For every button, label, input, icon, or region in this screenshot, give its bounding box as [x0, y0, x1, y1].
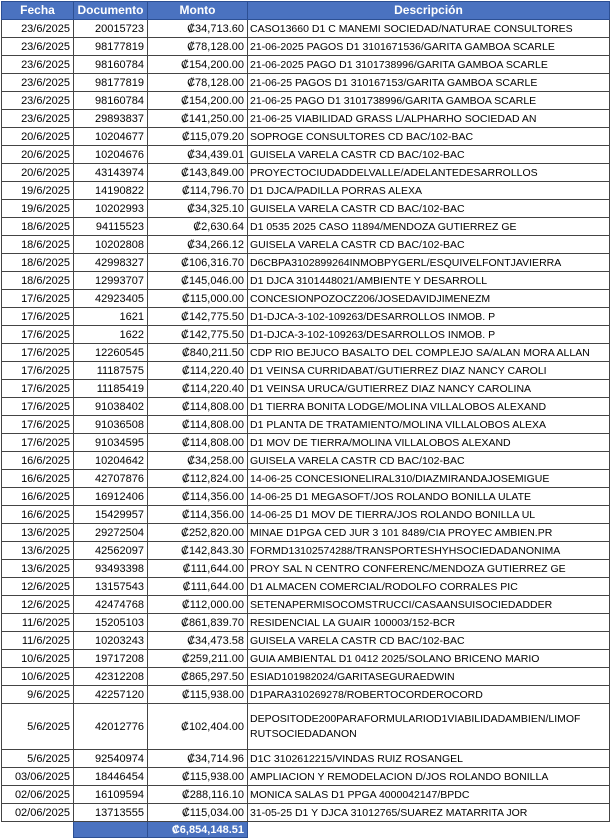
- cell-monto: ₡115,938.00: [148, 768, 248, 786]
- cell-fecha: 23/6/2025: [2, 92, 74, 110]
- cell-descripcion: CDP RIO BEJUCO BASALTO DEL COMPLEJO SA/ALAN MORA ALLAN: [248, 344, 610, 362]
- cell-descripcion: GUISELA VARELA CASTR CD BAC/102-BAC: [248, 236, 610, 254]
- table-row: [2, 290, 610, 308]
- header-monto: Monto: [148, 2, 248, 20]
- cell-documento: 1622: [74, 326, 148, 344]
- table-row: [2, 768, 610, 786]
- cell-descripcion: 21-06-2025 PAGOS D1 3101671536/GARITA GAMBOA SCARLE: [248, 38, 610, 56]
- cell-monto: ₡34,266.12: [148, 236, 248, 254]
- table-row: [2, 650, 610, 668]
- cell-descripcion: 14-06-25 D1 MEGASOFT/JOS ROLANDO BONILLA ULATE: [248, 488, 610, 506]
- table-row: [2, 146, 610, 164]
- cell-monto: ₡102,404.00: [148, 704, 248, 750]
- table-row: [2, 452, 610, 470]
- table-row: [2, 92, 610, 110]
- cell-documento: 98177819: [74, 74, 148, 92]
- cell-monto: ₡865,297.50: [148, 668, 248, 686]
- cell-fecha: 16/6/2025: [2, 506, 74, 524]
- cell-fecha: 13/6/2025: [2, 560, 74, 578]
- cell-fecha: 5/6/2025: [2, 750, 74, 768]
- cell-monto: ₡112,000.00: [148, 596, 248, 614]
- cell-documento: 12993707: [74, 272, 148, 290]
- cell-documento: 42998327: [74, 254, 148, 272]
- cell-documento: 42923405: [74, 290, 148, 308]
- cell-documento: 10203243: [74, 632, 148, 650]
- total-blank-cell: [248, 822, 610, 838]
- table-row: [2, 236, 610, 254]
- cell-descripcion: D1 PLANTA DE TRATAMIENTO/MOLINA VILLALOBOS ALEXA: [248, 416, 610, 434]
- cell-monto: ₡115,034.00: [148, 804, 248, 822]
- table-row: [2, 786, 610, 804]
- cell-monto: ₡142,843.30: [148, 542, 248, 560]
- cell-monto: ₡115,938.00: [148, 686, 248, 704]
- table-row: [2, 20, 610, 38]
- cell-documento: 29272504: [74, 524, 148, 542]
- cell-descripcion: D1 VEINSA URUCA/GUTIERREZ DIAZ NANCY CAROLINA: [248, 380, 610, 398]
- table-row: [2, 524, 610, 542]
- cell-descripcion: D1PARA310269278/ROBERTOCORDEROCORD: [248, 686, 610, 704]
- cell-documento: 94115523: [74, 218, 148, 236]
- cell-documento: 91036508: [74, 416, 148, 434]
- cell-fecha: 16/6/2025: [2, 452, 74, 470]
- cell-descripcion: 14-06-25 D1 MOV DE TIERRA/JOS ROLANDO BONILLA UL: [248, 506, 610, 524]
- cell-monto: ₡114,220.40: [148, 380, 248, 398]
- table-row: [2, 542, 610, 560]
- cell-fecha: 13/6/2025: [2, 542, 74, 560]
- cell-descripcion: D1-DJCA-3-102-109263/DESARROLLOS INMOB. P: [248, 326, 610, 344]
- table-row: [2, 668, 610, 686]
- cell-fecha: 19/6/2025: [2, 200, 74, 218]
- table-row: [2, 128, 610, 146]
- cell-descripcion: 21-06-2025 PAGO D1 3101738996/GARITA GAMBOA SCARLE: [248, 56, 610, 74]
- table-row: [2, 254, 610, 272]
- total-blank-cell: [2, 822, 74, 838]
- table-row: [2, 56, 610, 74]
- cell-descripcion: 21-06-25 PAGO D1 3101738996/GARITA GAMBOA SCARLE: [248, 92, 610, 110]
- cell-monto: ₡114,356.00: [148, 506, 248, 524]
- cell-descripcion: DEPOSITODE200PARAFORMULARIOD1VIABILIDADAMBIEN/LIMOF RUTSOCIEDADANON: [248, 704, 610, 750]
- cell-descripcion: 21-06-25 PAGOS D1 310167153/GARITA GAMBOA SCARLE: [248, 74, 610, 92]
- cell-descripcion: GUISELA VARELA CASTR CD BAC/102-BAC: [248, 146, 610, 164]
- cell-fecha: 5/6/2025: [2, 704, 74, 750]
- table-row: [2, 704, 610, 750]
- table-row: [2, 308, 610, 326]
- cell-documento: 42562097: [74, 542, 148, 560]
- cell-fecha: 11/6/2025: [2, 632, 74, 650]
- cell-monto: ₡34,258.00: [148, 452, 248, 470]
- cell-monto: ₡112,824.00: [148, 470, 248, 488]
- cell-documento: 29893837: [74, 110, 148, 128]
- cell-documento: 42707876: [74, 470, 148, 488]
- cell-documento: 10204642: [74, 452, 148, 470]
- cell-documento: 91038402: [74, 398, 148, 416]
- cell-documento: 43143974: [74, 164, 148, 182]
- cell-monto: ₡114,796.70: [148, 182, 248, 200]
- cell-monto: ₡840,211.50: [148, 344, 248, 362]
- cell-descripcion: RESIDENCIAL LA GUAIR 100003/152-BCR: [248, 614, 610, 632]
- table-body: [2, 20, 610, 822]
- table-row: [2, 750, 610, 768]
- cell-monto: ₡861,839.70: [148, 614, 248, 632]
- cell-fecha: 10/6/2025: [2, 668, 74, 686]
- table-row: [2, 614, 610, 632]
- cell-documento: 16109594: [74, 786, 148, 804]
- header-documento: Documento: [74, 2, 148, 20]
- cell-documento: 92540974: [74, 750, 148, 768]
- cell-fecha: 02/06/2025: [2, 786, 74, 804]
- cell-descripcion: D1 TIERRA BONITA LODGE/MOLINA VILLALOBOS ALEXAND: [248, 398, 610, 416]
- cell-descripcion: D1 VEINSA CURRIDABAT/GUTIERREZ DIAZ NANCY CAROLI: [248, 362, 610, 380]
- cell-monto: ₡111,644.00: [148, 578, 248, 596]
- cell-documento: 15429957: [74, 506, 148, 524]
- cell-monto: ₡115,079.20: [148, 128, 248, 146]
- cell-documento: 98160784: [74, 92, 148, 110]
- cell-descripcion: D6CBPA3102899264INMOBPYGERL/ESQUIVELFONTJAVIERRA: [248, 254, 610, 272]
- cell-monto: ₡259,211.00: [148, 650, 248, 668]
- cell-monto: ₡34,713.60: [148, 20, 248, 38]
- table-row: [2, 686, 610, 704]
- cell-monto: ₡142,775.50: [148, 308, 248, 326]
- cell-fecha: 17/6/2025: [2, 416, 74, 434]
- cell-documento: 91034595: [74, 434, 148, 452]
- cell-monto: ₡252,820.00: [148, 524, 248, 542]
- cell-fecha: 11/6/2025: [2, 614, 74, 632]
- cell-monto: ₡106,316.70: [148, 254, 248, 272]
- cell-documento: 18446454: [74, 768, 148, 786]
- cell-monto: ₡34,439.01: [148, 146, 248, 164]
- table-row: [2, 596, 610, 614]
- table-row: [2, 380, 610, 398]
- cell-descripcion: 21-06-25 VIABILIDAD GRASS L/ALPHARHO SOCIEDAD AN: [248, 110, 610, 128]
- total-amount: ₡6,854,148.51: [148, 822, 248, 838]
- cell-monto: ₡145,046.00: [148, 272, 248, 290]
- cell-documento: 10202993: [74, 200, 148, 218]
- cell-fecha: 02/06/2025: [2, 804, 74, 822]
- cell-fecha: 23/6/2025: [2, 74, 74, 92]
- table-row: [2, 110, 610, 128]
- table-row: [2, 470, 610, 488]
- cell-fecha: 9/6/2025: [2, 686, 74, 704]
- cell-descripcion: PROY SAL N CENTRO CONFERENC/MENDOZA GUTIERREZ GE: [248, 560, 610, 578]
- cell-fecha: 23/6/2025: [2, 56, 74, 74]
- cell-fecha: 17/6/2025: [2, 362, 74, 380]
- table-row: [2, 326, 610, 344]
- cell-documento: 42474768: [74, 596, 148, 614]
- total-spacer-cell: [74, 822, 148, 838]
- cell-fecha: 17/6/2025: [2, 308, 74, 326]
- cell-monto: ₡34,473.58: [148, 632, 248, 650]
- cell-descripcion: D1 DJCA/PADILLA PORRAS ALEXA: [248, 182, 610, 200]
- cell-descripcion: SETENAPERMISOCOMSTRUCCI/CASAANSUISOCIEDADDER: [248, 596, 610, 614]
- cell-descripcion: CONCESIONPOZOCZ206/JOSEDAVIDJIMENEZM: [248, 290, 610, 308]
- cell-fecha: 17/6/2025: [2, 290, 74, 308]
- header-row: [2, 2, 610, 20]
- cell-monto: ₡78,128.00: [148, 38, 248, 56]
- cell-monto: ₡115,000.00: [148, 290, 248, 308]
- cell-monto: ₡154,200.00: [148, 56, 248, 74]
- table-row: [2, 272, 610, 290]
- cell-fecha: 18/6/2025: [2, 218, 74, 236]
- cell-documento: 10204676: [74, 146, 148, 164]
- cell-monto: ₡34,714.96: [148, 750, 248, 768]
- cell-fecha: 23/6/2025: [2, 20, 74, 38]
- header-descripcion: Descripción: [248, 2, 610, 20]
- cell-descripcion: PROYECTOCIUDADDELVALLE/ADELANTEDESARROLLOS: [248, 164, 610, 182]
- cell-fecha: 12/6/2025: [2, 578, 74, 596]
- cell-descripcion: ESIAD101982024/GARITASEGURAEDWIN: [248, 668, 610, 686]
- cell-documento: 10204677: [74, 128, 148, 146]
- cell-documento: 98160784: [74, 56, 148, 74]
- cell-fecha: 17/6/2025: [2, 344, 74, 362]
- cell-monto: ₡111,644.00: [148, 560, 248, 578]
- cell-fecha: 10/6/2025: [2, 650, 74, 668]
- cell-descripcion: D1-DJCA-3-102-109263/DESARROLLOS INMOB. P: [248, 308, 610, 326]
- cell-documento: 19717208: [74, 650, 148, 668]
- cell-fecha: 18/6/2025: [2, 254, 74, 272]
- table-row: [2, 416, 610, 434]
- cell-documento: 93493398: [74, 560, 148, 578]
- cell-descripcion: MINAE D1PGA CED JUR 3 101 8489/CIA PROYEC AMBIEN.PR: [248, 524, 610, 542]
- cell-fecha: 17/6/2025: [2, 380, 74, 398]
- table-row: [2, 488, 610, 506]
- total-row: [2, 822, 610, 838]
- cell-monto: ₡114,808.00: [148, 416, 248, 434]
- cell-descripcion: GUISELA VARELA CASTR CD BAC/102-BAC: [248, 632, 610, 650]
- table-row: [2, 344, 610, 362]
- cell-monto: ₡114,808.00: [148, 434, 248, 452]
- cell-monto: ₡114,220.40: [148, 362, 248, 380]
- table-row: [2, 398, 610, 416]
- cell-monto: ₡288,116.10: [148, 786, 248, 804]
- cell-descripcion: GUISELA VARELA CASTR CD BAC/102-BAC: [248, 200, 610, 218]
- cell-monto: ₡34,325.10: [148, 200, 248, 218]
- table-row: [2, 506, 610, 524]
- cell-monto: ₡114,808.00: [148, 398, 248, 416]
- cell-descripcion: D1 0535 2025 CASO 11894/MENDOZA GUTIERREZ GE: [248, 218, 610, 236]
- cell-monto: ₡2,630.64: [148, 218, 248, 236]
- cell-documento: 42257120: [74, 686, 148, 704]
- table-row: [2, 362, 610, 380]
- cell-fecha: 18/6/2025: [2, 272, 74, 290]
- cell-documento: 20015723: [74, 20, 148, 38]
- cell-monto: ₡143,849.00: [148, 164, 248, 182]
- cell-fecha: 19/6/2025: [2, 182, 74, 200]
- table-row: [2, 200, 610, 218]
- cell-documento: 15205103: [74, 614, 148, 632]
- table-row: [2, 632, 610, 650]
- cell-descripcion: AMPLIACION Y REMODELACION D/JOS ROLANDO BONILLA: [248, 768, 610, 786]
- table-row: [2, 218, 610, 236]
- cell-fecha: 17/6/2025: [2, 398, 74, 416]
- cell-fecha: 18/6/2025: [2, 236, 74, 254]
- cell-fecha: 23/6/2025: [2, 110, 74, 128]
- cell-monto: ₡114,356.00: [148, 488, 248, 506]
- header-fecha: Fecha: [2, 2, 74, 20]
- cell-descripcion: FORMD13102574288/TRANSPORTESHYHSOCIEDADANONIMA: [248, 542, 610, 560]
- cell-fecha: 16/6/2025: [2, 470, 74, 488]
- cell-descripcion: GUISELA VARELA CASTR CD BAC/102-BAC: [248, 452, 610, 470]
- cell-fecha: 20/6/2025: [2, 128, 74, 146]
- table-row: [2, 560, 610, 578]
- cell-monto: ₡142,775.50: [148, 326, 248, 344]
- cell-fecha: 17/6/2025: [2, 326, 74, 344]
- cell-documento: 13713555: [74, 804, 148, 822]
- table-row: [2, 74, 610, 92]
- cell-descripcion: GUIA AMBIENTAL D1 0412 2025/SOLANO BRICENO MARIO: [248, 650, 610, 668]
- cell-documento: 11185419: [74, 380, 148, 398]
- cell-fecha: 20/6/2025: [2, 146, 74, 164]
- cell-descripcion: CASO13660 D1 C MANEMI SOCIEDAD/NATURAE CONSULTORES: [248, 20, 610, 38]
- cell-documento: 11187575: [74, 362, 148, 380]
- table-row: [2, 38, 610, 56]
- cell-fecha: 20/6/2025: [2, 164, 74, 182]
- cell-descripcion: D1 ALMACEN COMERCIAL/RODOLFO CORRALES PIC: [248, 578, 610, 596]
- cell-fecha: 12/6/2025: [2, 596, 74, 614]
- cell-descripcion: D1 DJCA 3101448021/AMBIENTE Y DESARROLL: [248, 272, 610, 290]
- cell-descripcion: 31-05-25 D1 Y DJCA 31012765/SUAREZ MATARRITA JOR: [248, 804, 610, 822]
- cell-fecha: 03/06/2025: [2, 768, 74, 786]
- cell-monto: ₡141,250.00: [148, 110, 248, 128]
- cell-documento: 14190822: [74, 182, 148, 200]
- table-row: [2, 182, 610, 200]
- cell-documento: 42312208: [74, 668, 148, 686]
- cell-fecha: 13/6/2025: [2, 524, 74, 542]
- cell-documento: 12260545: [74, 344, 148, 362]
- cell-documento: 1621: [74, 308, 148, 326]
- cell-descripcion: D1C 3102612215/VINDAS RUIZ ROSANGEL: [248, 750, 610, 768]
- cell-descripcion: 14-06-25 CONCESIONELIRAL310/DIAZMIRANDAJOSEMIGUE: [248, 470, 610, 488]
- table-row: [2, 434, 610, 452]
- transactions-table: [1, 1, 610, 838]
- cell-descripcion: D1 MOV DE TIERRA/MOLINA VILLALOBOS ALEXAND: [248, 434, 610, 452]
- cell-descripcion: MONICA SALAS D1 PPGA 4000042147/BPDC: [248, 786, 610, 804]
- cell-descripcion: SOPROGE CONSULTORES CD BAC/102-BAC: [248, 128, 610, 146]
- cell-fecha: 16/6/2025: [2, 488, 74, 506]
- cell-fecha: 23/6/2025: [2, 38, 74, 56]
- cell-monto: ₡78,128.00: [148, 74, 248, 92]
- cell-monto: ₡154,200.00: [148, 92, 248, 110]
- cell-documento: 16912406: [74, 488, 148, 506]
- table-row: [2, 164, 610, 182]
- cell-documento: 98177819: [74, 38, 148, 56]
- cell-documento: 10202808: [74, 236, 148, 254]
- table-row: [2, 578, 610, 596]
- cell-documento: 13157543: [74, 578, 148, 596]
- cell-documento: 42012776: [74, 704, 148, 750]
- table-row: [2, 804, 610, 822]
- cell-fecha: 17/6/2025: [2, 434, 74, 452]
